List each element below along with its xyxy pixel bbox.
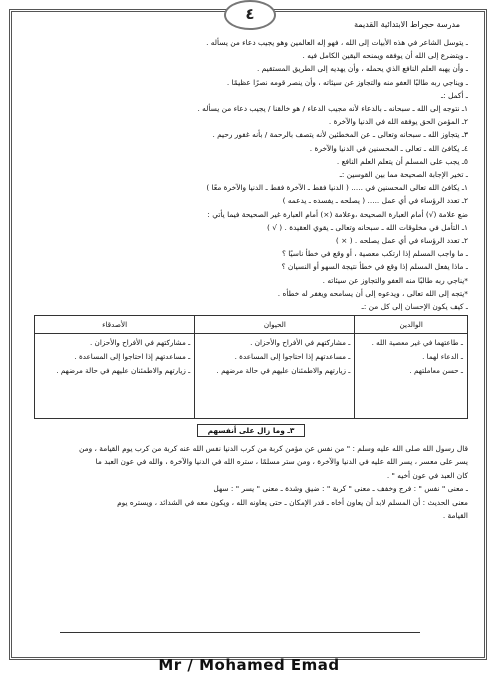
- table-cell-parents: [355, 334, 468, 419]
- ihsan-table: [34, 315, 468, 419]
- text-line: ـ ويتضرع إلى الله أن يوفقه ويمنحه اليقين الكامل فيه .: [302, 51, 468, 61]
- cell-line: ـ الدعاء لهما .: [422, 352, 463, 362]
- text-line: ٢ـ تعدد الرؤساء في أي عمل ..... ( يصلحه ـ يفسده ـ يدعمه ): [282, 196, 468, 206]
- cell-line: ـ مشاركتهم في الأفراح والأحزان .: [250, 338, 351, 348]
- meaning-line: معنى الحديث : أن المسلم لابد أن يعاون أخاه ـ قدر الإمكان ـ حتى يعاونه الله ، ويكون معه في الشدائد ، ويستره يوم: [117, 497, 468, 507]
- section-3-heading: ٣ـ وما زال على أنفسهم: [34, 424, 468, 437]
- vocab-line: ـ معنى " نفس " : فرج وخفف ـ معنى " كربة " : ضيق وشدة ـ معنى " يسر " : سهل: [213, 484, 468, 494]
- cell-line: ـ مشاركتهم في الأفراح والأحزان .: [89, 338, 191, 348]
- hadith-line: قال رسول الله صلى الله عليه وسلم : " من نفس عن مؤمن كربة من كرب الدنيا نفس الله عنه كربة من كرب يوم القيامة ، ومن: [79, 443, 468, 453]
- text-line: ١ـ نتوجه إلى الله ـ سبحانه ـ بالدعاء لأنه مجيب الدعاء / هو خالقنا / يجيب دعاء من يسأله .: [197, 104, 468, 114]
- table-header: الحيوان: [195, 316, 355, 334]
- table-header: الوالدين: [355, 316, 468, 334]
- table-cell-friends: [35, 334, 195, 419]
- meaning-line: القيامة .: [442, 511, 468, 521]
- cell-line: ـ زيارتهم والاطمئنان عليهم في حالة مرضهم .: [216, 366, 351, 376]
- hadith-line: يسر على معسر ، يسر الله عليه في الدنيا والآخرة ، ومن ستر مسلمًا ، ستره الله في الدنيا والآخرة ، والله في عون العبد ما: [95, 457, 468, 467]
- section-heading: ـ أكمل :ـ: [441, 90, 468, 100]
- text-line: ٤ـ يكافئ الله ـ تعالى ـ المحسنين في الدنيا والآخرة .: [309, 143, 468, 153]
- hadith-line: كان العبد في عون أخيه " .: [386, 470, 468, 480]
- answer-line: *يتجه إلى الله تعالى ، ويدعوه إلى أن يسامحه ويغفر له خطأه .: [277, 288, 468, 298]
- text-line: ٣ـ يتجاوز الله ـ سبحانه وتعالى ـ عن المخطئين لأنه يتصف بالرحمة / بأنه غفور رحيم .: [212, 130, 468, 140]
- text-line: ـ يتوسل الشاعر في هذه الأبيات إلى الله ، فهو إله العالمين وهو يجيب دعاء من يسأله .: [206, 38, 468, 47]
- text-line: ٢ـ المؤمن الحق يوفقه الله في الدنيا والآخرة .: [328, 117, 468, 127]
- text-line: ـ وأن يهبه العلم النافع الذي يحمله ، وأن يهديه إلى الطريق المستقيم .: [257, 64, 468, 74]
- ihsan-table-wrapper: [34, 315, 468, 419]
- school-name: مدرسة حجراط الابتدائية القديمة: [354, 20, 460, 29]
- question-line: ـ ما واجب المسلم إذا ارتكب معصية ، أو وقع في خطأ ناسيًا ؟: [282, 249, 468, 259]
- cell-line: ـ طاعتهما في غير معصية الله .: [371, 338, 463, 348]
- cell-line: ـ حسن معاملتهم .: [409, 366, 463, 376]
- text-line: ٥ـ يجب على المسلم أن يتعلم العلم النافع .: [336, 156, 468, 166]
- cell-line: ـ زيارتهم والاطمئنان عليهم في حالة مرضهم .: [56, 366, 191, 376]
- table-header: الأصدقاء: [35, 316, 195, 334]
- page-number-badge: ٤: [224, 0, 276, 30]
- table-cell-animal: [195, 334, 355, 419]
- text-line: ٢ـ تعدد الرؤساء في أي عمل يصلحه . ( × ): [335, 236, 468, 246]
- cell-line: ـ مساعدتهم إذا احتاجوا إلى المساعدة .: [74, 352, 191, 362]
- section-heading: ـ كيف يكون الإحسان إلى كل من :ـ: [361, 302, 468, 312]
- section-heading: ـ تخير الإجابة الصحيحة مما بين القوسين :ـ: [339, 170, 468, 180]
- text-line: ـ ويناجي ربه طالبًا العفو منه والتجاوز عن سيئاته ، وأن ينصر قومه نصرًا عظيمًا .: [226, 77, 468, 87]
- question-line: ـ ماذا يفعل المسلم إذا وقع في خطأ نتيجة السهو أو النسيان ؟: [281, 262, 468, 272]
- text-line: ١ـ التأمل في مخلوقات الله ـ سبحانه وتعالى ـ يقوي العقيدة . ( √ ): [267, 222, 468, 232]
- answer-line: *يناجي ربه طالبًا منه العفو والتجاوز عن سيئاته .: [322, 275, 468, 285]
- text-line: ١ـ يكافئ الله تعالى المحسنين في ..... ( الدنيا فقط ـ الآخرة فقط ـ الدنيا والآخرة معًا ): [206, 183, 468, 193]
- hadith-block: [34, 442, 468, 523]
- footer-divider: [60, 632, 420, 633]
- cell-line: ـ مساعدتهم إذا احتاجوا إلى المساعدة .: [234, 352, 351, 362]
- section-heading: ضع علامة (√) أمام العبارة الصحيحة ،وعلامة (×) أمام العبارة غير الصحيحة فيما يأتي :: [207, 209, 468, 219]
- footer-author: Mr / Mohamed Emad: [158, 656, 340, 674]
- worksheet-content: [34, 36, 468, 523]
